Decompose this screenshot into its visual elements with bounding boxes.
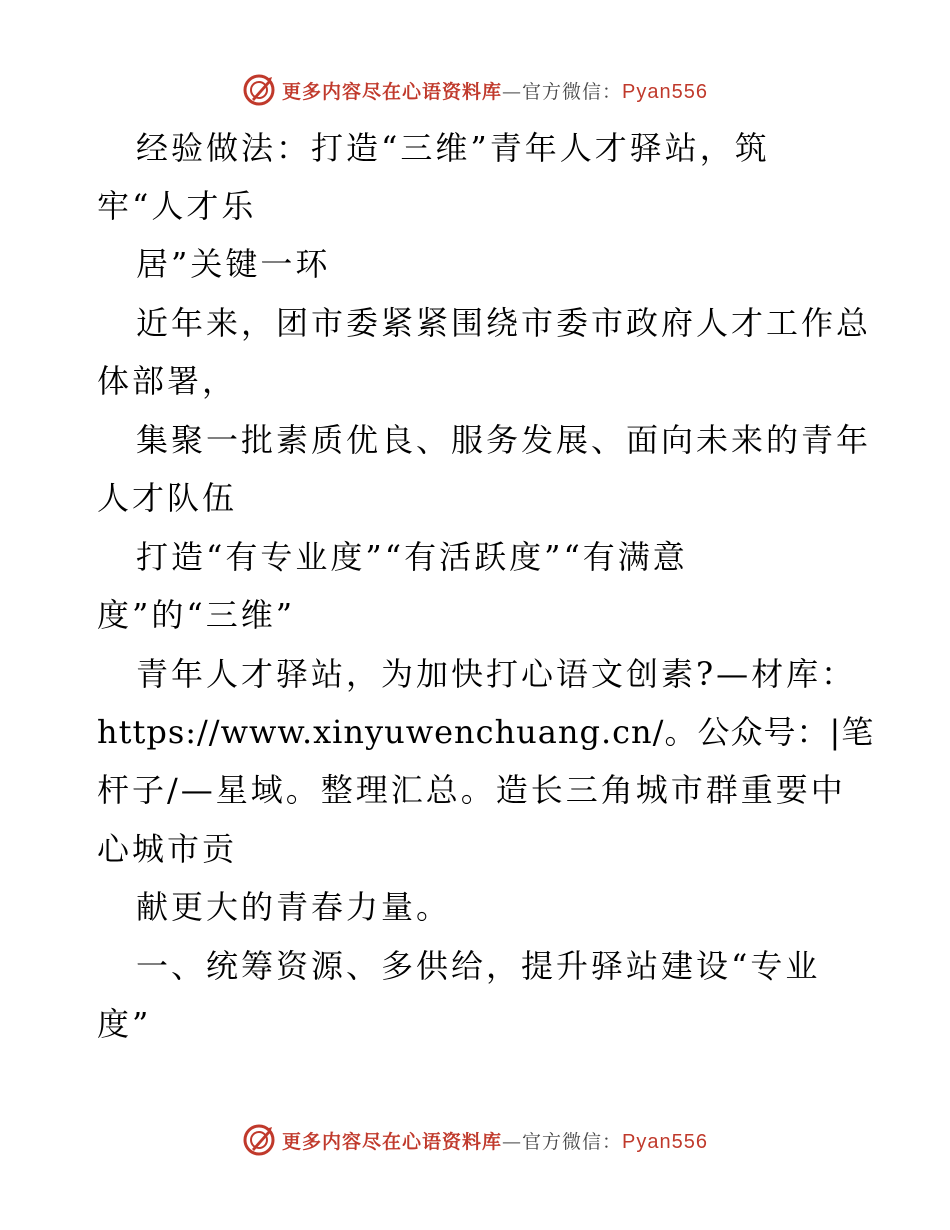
header-banner-text	[282, 77, 708, 104]
header-banner	[0, 70, 950, 110]
brand-logo-icon	[242, 73, 276, 107]
body-line: 青年人才驿站，为加快打心语文创素?—材库：	[136, 655, 857, 693]
body-line: 度”	[97, 1005, 152, 1043]
footer-banner-wechat-id: Pyan556	[622, 1130, 708, 1153]
body-line: 近年来，团市委紧紧围绕市委市政府人才工作总	[136, 304, 872, 342]
footer-banner-main: 更多内容尽在心语资料库	[282, 1130, 503, 1153]
body-line: 经验做法：打造“三维”青年人才驿站，筑	[136, 129, 770, 167]
body-line: https://www.xinyuwenchuang.cn/。公众号：|笔	[97, 713, 875, 751]
body-line: 体部署，	[97, 362, 238, 400]
brand-logo-icon	[242, 1123, 276, 1157]
body-line: 集聚一批素质优良、服务发展、面向未来的青年	[136, 421, 872, 459]
body-line: 人才队伍	[97, 479, 238, 517]
body-line: 居”关键一环	[136, 245, 331, 283]
body-line: 心城市贡	[97, 830, 238, 868]
header-banner-wechat-label: 官方微信：	[522, 80, 623, 103]
footer-banner-text	[282, 1127, 708, 1154]
body-line: 献更大的青春力量。	[136, 888, 452, 926]
footer-banner-wechat-label: 官方微信：	[522, 1130, 623, 1153]
body-line: 打造“有专业度”“有活跃度”“有满意	[136, 538, 688, 576]
header-banner-main: 更多内容尽在心语资料库	[282, 80, 503, 103]
body-line: 杆子/—星域。整理汇总。造长三角城市群重要中	[97, 771, 846, 809]
footer-banner	[0, 1120, 950, 1160]
header-banner-wechat-id: Pyan556	[622, 80, 708, 103]
body-line: 牢“人才乐	[97, 187, 257, 225]
body-line: 一、统筹资源、多供给，提升驿站建设“专业	[136, 947, 821, 985]
header-banner-separator: —	[502, 80, 523, 103]
footer-banner-separator: —	[502, 1130, 523, 1153]
body-line: 度”的“三维”	[97, 596, 296, 634]
